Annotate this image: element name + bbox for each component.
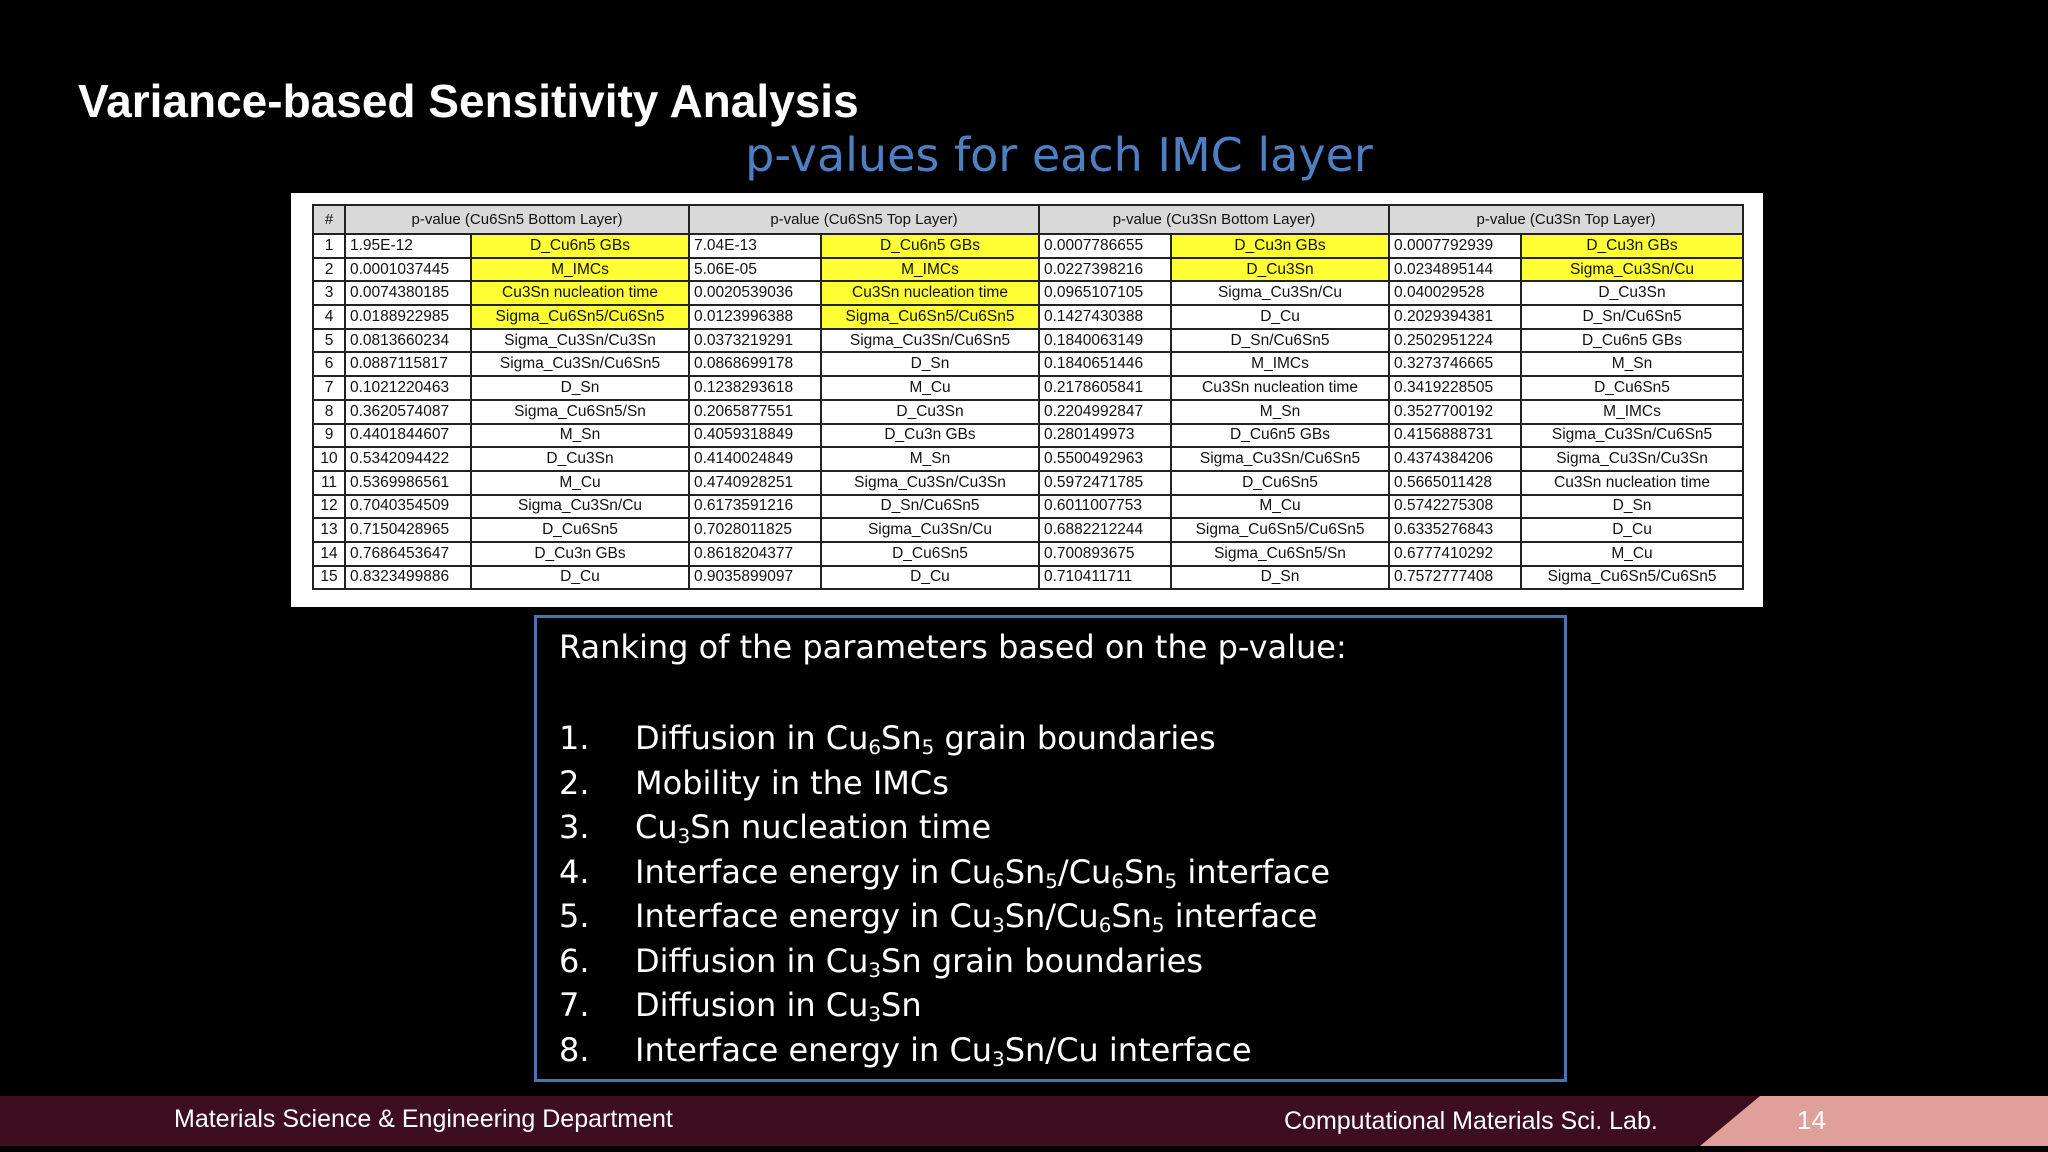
table-row xyxy=(313,424,1743,448)
text-segment: Diffusion in Cu xyxy=(635,986,869,1025)
table-row xyxy=(313,329,1743,353)
parameter-cell: D_Sn xyxy=(1171,566,1389,590)
pvalue-cell: 0.700893675 xyxy=(1039,542,1171,566)
parameter-cell: D_Cu6n5 GBs xyxy=(1171,424,1389,448)
row-index: 10 xyxy=(313,447,345,471)
parameter-cell: D_Sn/Cu6Sn5 xyxy=(1171,329,1389,353)
row-index: 15 xyxy=(313,566,345,590)
pvalue-cell: 0.0007792939 xyxy=(1389,234,1521,258)
table-row xyxy=(313,234,1743,258)
ranking-text xyxy=(635,719,1216,760)
pvalue-cell: 0.7040354509 xyxy=(345,495,471,519)
parameter-cell: M_IMCs xyxy=(821,258,1039,282)
row-index: 9 xyxy=(313,424,345,448)
parameter-cell: D_Cu xyxy=(821,566,1039,590)
ranking-text xyxy=(635,986,922,1027)
parameter-cell: Sigma_Cu3Sn/Cu6Sn5 xyxy=(821,329,1039,353)
pvalue-cell: 0.6173591216 xyxy=(689,495,821,519)
ranking-item xyxy=(559,716,1330,761)
pvalue-cell: 0.7028011825 xyxy=(689,518,821,542)
pvalue-cell: 0.5742275308 xyxy=(1389,495,1521,519)
parameter-cell: M_Cu xyxy=(1171,495,1389,519)
parameter-cell: D_Sn/Cu6Sn5 xyxy=(821,495,1039,519)
ranking-number: 4. xyxy=(559,852,590,891)
table-row xyxy=(313,518,1743,542)
subscript: 5 xyxy=(921,736,935,760)
ranking-item xyxy=(559,805,1330,850)
row-index: 13 xyxy=(313,518,345,542)
parameter-cell: Sigma_Cu6Sn5/Cu6Sn5 xyxy=(821,305,1039,329)
footer-department: Materials Science & Engineering Department xyxy=(174,1105,673,1133)
pvalue-cell: 0.7686453647 xyxy=(345,542,471,566)
footer-lab: Computational Materials Sci. Lab. xyxy=(1284,1107,1658,1135)
pvalue-cell: 0.0001037445 xyxy=(345,258,471,282)
subscript: 3 xyxy=(677,825,691,849)
parameter-cell: D_Sn xyxy=(1521,495,1743,519)
pvalue-cell: 0.3419228505 xyxy=(1389,376,1521,400)
pvalue-cell: 1.95E-12 xyxy=(345,234,471,258)
pvalue-cell: 0.0868699178 xyxy=(689,352,821,376)
parameter-cell: D_Cu3n GBs xyxy=(471,542,689,566)
parameter-cell: Sigma_Cu6Sn5/Cu6Sn5 xyxy=(471,305,689,329)
parameter-cell: D_Cu3Sn xyxy=(471,447,689,471)
pvalue-cell: 7.04E-13 xyxy=(689,234,821,258)
subscript: 3 xyxy=(992,1047,1005,1071)
pvalue-cell: 0.0020539036 xyxy=(689,281,821,305)
subscript: 6 xyxy=(868,736,882,760)
parameter-cell: M_Sn xyxy=(1171,400,1389,424)
pvalue-cell: 0.0188922985 xyxy=(345,305,471,329)
parameter-cell: D_Cu6Sn5 xyxy=(1171,471,1389,495)
pvalue-cell: 0.7572777408 xyxy=(1389,566,1521,590)
pvalue-cell: 0.2065877551 xyxy=(689,400,821,424)
ranking-text xyxy=(635,1031,1252,1069)
parameter-cell: D_Cu6n5 GBs xyxy=(1521,329,1743,353)
subscript: 6 xyxy=(1098,914,1112,938)
ranking-item xyxy=(559,1028,1330,1073)
text-segment: Sn grain boundaries xyxy=(881,941,1204,980)
parameter-cell: D_Cu6n5 GBs xyxy=(821,234,1039,258)
row-index: 3 xyxy=(313,281,345,305)
parameter-cell: D_Cu3Sn xyxy=(821,400,1039,424)
ranking-list xyxy=(559,716,1330,1072)
text-segment: Sn nucleation time xyxy=(690,808,992,847)
subscript: 5 xyxy=(1164,869,1178,893)
row-index: 8 xyxy=(313,400,345,424)
text-segment: Sn xyxy=(1111,897,1152,936)
header-cu3sn-bottom: p-value (Cu3Sn Bottom Layer) xyxy=(1039,205,1389,234)
subscript: 5 xyxy=(1045,869,1058,893)
pvalue-cell: 0.6011007753 xyxy=(1039,495,1171,519)
ranking-item xyxy=(559,761,1330,806)
subscript: 3 xyxy=(992,914,1005,938)
parameter-cell: Sigma_Cu6Sn5/Sn xyxy=(1171,542,1389,566)
parameter-cell: Sigma_Cu3Sn/Cu6Sn5 xyxy=(1171,447,1389,471)
parameter-cell: D_Cu xyxy=(1171,305,1389,329)
text-segment: Mobility in the IMCs xyxy=(635,763,949,802)
pvalue-cell: 0.0074380185 xyxy=(345,281,471,305)
ranking-text xyxy=(635,897,1318,938)
table-row xyxy=(313,376,1743,400)
parameter-cell: D_Cu3n GBs xyxy=(1171,234,1389,258)
pvalue-cell: 0.0373219291 xyxy=(689,329,821,353)
ranking-heading: Ranking of the parameters based on the p-value: xyxy=(559,628,1347,666)
pvalue-cell: 0.4740928251 xyxy=(689,471,821,495)
ranking-number: 3. xyxy=(559,808,590,847)
header-cu6sn5-bottom: p-value (Cu6Sn5 Bottom Layer) xyxy=(345,205,689,234)
text-segment: Interface energy in Cu xyxy=(635,852,993,891)
page-number-tab xyxy=(1700,1096,2048,1146)
parameter-cell: D_Sn xyxy=(471,376,689,400)
table-row xyxy=(313,542,1743,566)
ranking-number: 2. xyxy=(559,763,590,802)
subscript: 6 xyxy=(992,869,1005,893)
pvalue-cell: 0.5500492963 xyxy=(1039,447,1171,471)
parameter-cell: M_Cu xyxy=(821,376,1039,400)
subscript: 6 xyxy=(1111,869,1124,893)
text-segment: /Cu xyxy=(1057,852,1112,891)
ranking-number: 1. xyxy=(559,719,590,758)
text-segment: Diffusion in Cu xyxy=(635,941,869,980)
page-number: 14 xyxy=(1797,1105,1826,1135)
text-segment: grain boundaries xyxy=(934,719,1216,758)
pvalue-cell: 0.6882212244 xyxy=(1039,518,1171,542)
pvalue-cell: 0.3620574087 xyxy=(345,400,471,424)
pvalue-cell: 0.4374384206 xyxy=(1389,447,1521,471)
ranking-box xyxy=(534,615,1567,1082)
parameter-cell: Sigma_Cu3Sn/Cu6Sn5 xyxy=(471,352,689,376)
pvalue-cell: 0.2502951224 xyxy=(1389,329,1521,353)
table-row xyxy=(313,471,1743,495)
parameter-cell: M_Sn xyxy=(1521,352,1743,376)
subscript: 3 xyxy=(868,958,882,982)
row-index: 1 xyxy=(313,234,345,258)
pvalue-cell: 0.0227398216 xyxy=(1039,258,1171,282)
text-segment: interface xyxy=(1164,897,1318,936)
pvalue-cell: 0.040029528 xyxy=(1389,281,1521,305)
parameter-cell: Sigma_Cu3Sn/Cu3Sn xyxy=(821,471,1039,495)
parameter-cell: M_IMCs xyxy=(1171,352,1389,376)
pvalue-cell: 0.7150428965 xyxy=(345,518,471,542)
table-header-row xyxy=(313,205,1743,234)
pvalue-cell: 0.0965107105 xyxy=(1039,281,1171,305)
parameter-cell: Cu3Sn nucleation time xyxy=(471,281,689,305)
parameter-cell: Sigma_Cu3Sn/Cu6Sn5 xyxy=(1521,424,1743,448)
pvalue-cell: 0.4140024849 xyxy=(689,447,821,471)
text-segment: Sn xyxy=(881,986,922,1025)
parameter-cell: M_IMCs xyxy=(1521,400,1743,424)
text-segment: Sn xyxy=(881,719,922,758)
pvalue-cell: 0.1840063149 xyxy=(1039,329,1171,353)
parameter-cell: Cu3Sn nucleation time xyxy=(1521,471,1743,495)
parameter-cell: D_Cu3Sn xyxy=(1521,281,1743,305)
row-index: 14 xyxy=(313,542,345,566)
table-row xyxy=(313,352,1743,376)
table-row xyxy=(313,305,1743,329)
pvalue-cell: 0.1427430388 xyxy=(1039,305,1171,329)
table-row xyxy=(313,400,1743,424)
ranking-text xyxy=(635,764,949,802)
parameter-cell: M_Cu xyxy=(471,471,689,495)
row-index: 2 xyxy=(313,258,345,282)
ranking-text xyxy=(635,942,1203,980)
pvalue-cell: 0.0887115817 xyxy=(345,352,471,376)
pvalue-cell: 0.4059318849 xyxy=(689,424,821,448)
subscript: 5 xyxy=(1151,914,1165,938)
pvalue-cell: 0.2178605841 xyxy=(1039,376,1171,400)
pvalue-cell: 0.280149973 xyxy=(1039,424,1171,448)
parameter-cell: Sigma_Cu6Sn5/Cu6Sn5 xyxy=(1171,518,1389,542)
pvalue-cell: 0.0813660234 xyxy=(345,329,471,353)
row-index: 6 xyxy=(313,352,345,376)
parameter-cell: Sigma_Cu3Sn/Cu3Sn xyxy=(471,329,689,353)
ranking-number: 8. xyxy=(559,1030,590,1069)
subscript: 3 xyxy=(868,1003,882,1027)
parameter-cell: M_Cu xyxy=(1521,542,1743,566)
ranking-number: 6. xyxy=(559,941,590,980)
pvalue-cell: 0.3527700192 xyxy=(1389,400,1521,424)
pvalue-cell: 0.8323499886 xyxy=(345,566,471,590)
parameter-cell: D_Sn/Cu6Sn5 xyxy=(1521,305,1743,329)
parameter-cell: D_Cu xyxy=(471,566,689,590)
pvalue-cell: 0.6335276843 xyxy=(1389,518,1521,542)
header-cu3sn-top: p-value (Cu3Sn Top Layer) xyxy=(1389,205,1743,234)
ranking-item xyxy=(559,894,1330,939)
parameter-cell: D_Cu6n5 GBs xyxy=(471,234,689,258)
pvalue-cell: 0.1840651446 xyxy=(1039,352,1171,376)
pvalue-table xyxy=(312,204,1744,590)
text-segment: Sn xyxy=(1123,852,1165,891)
pvalue-cell: 5.06E-05 xyxy=(689,258,821,282)
parameter-cell: M_IMCs xyxy=(471,258,689,282)
parameter-cell: M_Sn xyxy=(471,424,689,448)
parameter-cell: D_Cu6Sn5 xyxy=(1521,376,1743,400)
parameter-cell: Sigma_Cu3Sn/Cu xyxy=(471,495,689,519)
ranking-text xyxy=(635,853,1330,891)
text-segment: Cu xyxy=(635,808,678,847)
parameter-cell: D_Cu6Sn5 xyxy=(471,518,689,542)
row-index: 7 xyxy=(313,376,345,400)
row-index: 12 xyxy=(313,495,345,519)
parameter-cell: Sigma_Cu3Sn/Cu xyxy=(821,518,1039,542)
pvalue-cell: 0.5665011428 xyxy=(1389,471,1521,495)
parameter-cell: D_Cu3Sn xyxy=(1171,258,1389,282)
pvalue-cell: 0.2029394381 xyxy=(1389,305,1521,329)
pvalue-cell: 0.6777410292 xyxy=(1389,542,1521,566)
row-index: 11 xyxy=(313,471,345,495)
pvalue-cell: 0.9035899097 xyxy=(689,566,821,590)
pvalue-cell: 0.5972471785 xyxy=(1039,471,1171,495)
pvalue-cell: 0.4401844607 xyxy=(345,424,471,448)
ranking-item xyxy=(559,939,1330,984)
parameter-cell: Sigma_Cu3Sn/Cu3Sn xyxy=(1521,447,1743,471)
pvalue-cell: 0.5369986561 xyxy=(345,471,471,495)
row-index: 4 xyxy=(313,305,345,329)
text-segment: Interface energy in Cu xyxy=(635,1030,993,1069)
header-index: # xyxy=(313,205,345,234)
parameter-cell: Sigma_Cu6Sn5/Cu6Sn5 xyxy=(1521,566,1743,590)
table-body xyxy=(313,234,1743,589)
parameter-cell: Sigma_Cu3Sn/Cu xyxy=(1171,281,1389,305)
parameter-cell: D_Cu6Sn5 xyxy=(821,542,1039,566)
parameter-cell: D_Cu3n GBs xyxy=(821,424,1039,448)
table-row xyxy=(313,495,1743,519)
pvalue-cell: 0.0234895144 xyxy=(1389,258,1521,282)
parameter-cell: D_Cu xyxy=(1521,518,1743,542)
pvalue-table-image xyxy=(291,193,1763,607)
ranking-item xyxy=(559,850,1330,895)
table-row xyxy=(313,258,1743,282)
slide-subtitle: p-values for each IMC layer xyxy=(745,128,1373,182)
text-segment: Interface energy in Cu xyxy=(635,897,993,936)
text-segment: Sn xyxy=(1004,852,1046,891)
pvalue-cell: 0.4156888731 xyxy=(1389,424,1521,448)
ranking-number: 5. xyxy=(559,897,590,936)
ranking-item xyxy=(559,983,1330,1028)
pvalue-cell: 0.8618204377 xyxy=(689,542,821,566)
parameter-cell: M_Sn xyxy=(821,447,1039,471)
pvalue-cell: 0.3273746665 xyxy=(1389,352,1521,376)
parameter-cell: Sigma_Cu3Sn/Cu xyxy=(1521,258,1743,282)
pvalue-cell: 0.1238293618 xyxy=(689,376,821,400)
pvalue-cell: 0.2204992847 xyxy=(1039,400,1171,424)
text-segment: interface xyxy=(1177,852,1331,891)
pvalue-cell: 0.5342094422 xyxy=(345,447,471,471)
slide-title: Variance-based Sensitivity Analysis xyxy=(78,75,859,127)
parameter-cell: Sigma_Cu6Sn5/Sn xyxy=(471,400,689,424)
parameter-cell: Cu3Sn nucleation time xyxy=(821,281,1039,305)
parameter-cell: D_Sn xyxy=(821,352,1039,376)
text-segment: Sn/Cu xyxy=(1004,897,1099,936)
table-row xyxy=(313,447,1743,471)
pvalue-cell: 0.0123996388 xyxy=(689,305,821,329)
row-index: 5 xyxy=(313,329,345,353)
ranking-text xyxy=(635,808,992,849)
parameter-cell: D_Cu3n GBs xyxy=(1521,234,1743,258)
pvalue-cell: 0.1021220463 xyxy=(345,376,471,400)
text-segment: Sn/Cu interface xyxy=(1004,1030,1252,1069)
parameter-cell: Cu3Sn nucleation time xyxy=(1171,376,1389,400)
pvalue-cell: 0.710411711 xyxy=(1039,566,1171,590)
pvalue-cell: 0.0007786655 xyxy=(1039,234,1171,258)
table-row xyxy=(313,281,1743,305)
text-segment: Diffusion in Cu xyxy=(635,719,869,758)
ranking-number: 7. xyxy=(559,986,590,1025)
table-row xyxy=(313,566,1743,590)
header-cu6sn5-top: p-value (Cu6Sn5 Top Layer) xyxy=(689,205,1039,234)
